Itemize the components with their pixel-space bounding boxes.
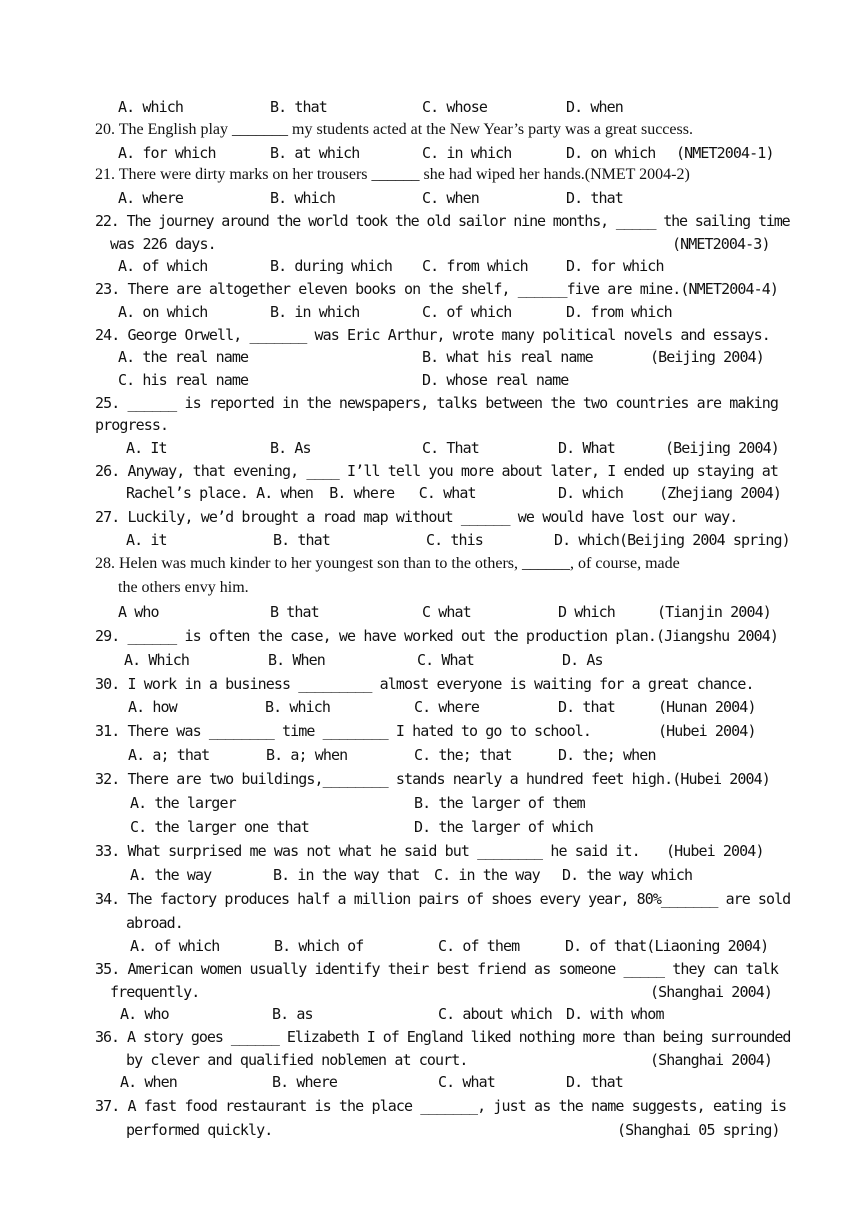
q30-option-c: C. where bbox=[414, 698, 480, 716]
q35-option-a: A. who bbox=[120, 1005, 169, 1023]
q22-option-b: B. during which bbox=[270, 257, 392, 275]
q22-option-a: A. of which bbox=[118, 257, 208, 275]
q35-stem-line bbox=[0, 958, 860, 980]
q28-stem-line-2 bbox=[0, 577, 860, 599]
q33-option-d: D. the way which bbox=[562, 866, 693, 884]
q37-source: (Shanghai 05 spring) bbox=[617, 1121, 780, 1139]
q21-options bbox=[0, 187, 860, 209]
q34-option-d: D. of that(Liaoning 2004) bbox=[565, 937, 769, 955]
q26-stem-line-2 bbox=[0, 482, 860, 504]
q21-option-c: C. when bbox=[422, 189, 479, 207]
q23-stem-line bbox=[0, 278, 860, 300]
q28-source: (Tianjin 2004) bbox=[657, 603, 771, 621]
q23-options bbox=[0, 301, 860, 323]
q21-stem: 21. There were dirty marks on her trousers ______ she had wiped her hands.(NMET 2004-2) bbox=[95, 166, 690, 183]
q25-option-a: A. It bbox=[126, 439, 167, 457]
q25-stem-line-2 bbox=[0, 414, 860, 436]
q36-option-c: C. what bbox=[438, 1073, 495, 1091]
q28-option-c: C what bbox=[422, 603, 471, 621]
q31-options bbox=[0, 744, 860, 766]
q31-option-d: D. the; when bbox=[558, 746, 656, 764]
q35-option-b: B. as bbox=[272, 1005, 313, 1023]
q24-option-d: D. whose real name bbox=[422, 371, 569, 389]
q31-stem-line bbox=[0, 720, 860, 742]
q36-option-a: A. when bbox=[120, 1073, 177, 1091]
q22-source: (NMET2004-3) bbox=[672, 235, 770, 253]
q24-stem-line bbox=[0, 324, 860, 346]
q36-stem: 36. A story goes ______ Elizabeth I of England liked nothing more than being surrounded bbox=[95, 1028, 791, 1046]
q20-stem: 20. The English play _______ my students acted at the New Year’s party was a great success. bbox=[95, 121, 693, 138]
q31-stem: 31. There was ________ time ________ I hated to go to school. bbox=[95, 722, 591, 740]
q22-stem-continued: was 226 days. bbox=[110, 235, 216, 253]
q19-option-b: B. that bbox=[270, 98, 327, 116]
q32-option-d: D. the larger of which bbox=[414, 818, 593, 836]
q22-stem: 22. The journey around the world took the old sailor nine months, _____ the sailing time bbox=[95, 212, 790, 230]
q34-option-c: C. of them bbox=[438, 937, 520, 955]
q36-option-b: B. where bbox=[272, 1073, 338, 1091]
q30-option-d: D. that bbox=[558, 698, 615, 716]
q24-option-a: A. the real name bbox=[118, 348, 249, 366]
q25-stem-line bbox=[0, 392, 860, 414]
q24-options-row-1 bbox=[0, 346, 860, 368]
q35-stem-line-2 bbox=[0, 981, 860, 1003]
q33-option-c: C. in the way bbox=[434, 866, 540, 884]
q24-option-c: C. his real name bbox=[118, 371, 249, 389]
q19-option-a: A. which bbox=[118, 98, 184, 116]
q20-source: (NMET2004-1) bbox=[676, 144, 774, 162]
q21-option-a: A. where bbox=[118, 189, 184, 207]
q23-option-b: B. in which bbox=[270, 303, 360, 321]
q22-option-c: C. from which bbox=[422, 257, 528, 275]
q23-option-a: A. on which bbox=[118, 303, 208, 321]
q26-option-d: D. which bbox=[558, 484, 624, 502]
q33-option-b: B. in the way that bbox=[273, 866, 420, 884]
q22-option-d: D. for which bbox=[566, 257, 664, 275]
q36-options bbox=[0, 1071, 860, 1093]
q27-stem: 27. Luckily, we’d brought a road map without ______ we would have lost our way. bbox=[95, 508, 738, 526]
q34-option-a: A. of which bbox=[130, 937, 220, 955]
q25-option-b: B. As bbox=[270, 439, 311, 457]
q21-stem-line bbox=[0, 164, 860, 186]
q25-stem-continued: progress. bbox=[95, 416, 169, 434]
q24-option-b: B. what his real name bbox=[422, 348, 593, 366]
q33-source: (Hubei 2004) bbox=[666, 842, 764, 860]
q34-options bbox=[0, 935, 860, 957]
q35-option-d: D. with whom bbox=[566, 1005, 664, 1023]
q31-option-b: B. a; when bbox=[266, 746, 348, 764]
q37-stem: 37. A fast food restaurant is the place _______, just as the name suggests, eating is bbox=[95, 1097, 787, 1115]
q28-stem-line bbox=[0, 553, 860, 575]
q25-option-c: C. That bbox=[422, 439, 479, 457]
q31-option-c: C. the; that bbox=[414, 746, 512, 764]
q26-stem: 26. Anyway, that evening, ____ I’ll tell you more about later, I ended up staying at bbox=[95, 462, 778, 480]
q28-option-b: B that bbox=[270, 603, 319, 621]
q24-stem: 24. George Orwell, _______ was Eric Arthur, wrote many political novels and essays. bbox=[95, 326, 770, 344]
q28-stem: 28. Helen was much kinder to her youngest son than to the others, ______, of course, made bbox=[95, 555, 680, 572]
q20-option-d: D. on which bbox=[566, 144, 656, 162]
q37-stem-line-2 bbox=[0, 1119, 860, 1141]
q27-options bbox=[0, 529, 860, 551]
q20-options bbox=[0, 142, 860, 164]
q30-source: (Hunan 2004) bbox=[658, 698, 756, 716]
q31-option-a: A. a; that bbox=[128, 746, 210, 764]
q24-options-row-2 bbox=[0, 369, 860, 391]
q20-option-a: A. for which bbox=[118, 144, 216, 162]
q20-option-c: C. in which bbox=[422, 144, 512, 162]
q30-option-b: B. which bbox=[265, 698, 331, 716]
q34-stem: 34. The factory produces half a million pairs of shoes every year, 80%_______ are sold bbox=[95, 890, 791, 908]
q31-source: (Hubei 2004) bbox=[658, 722, 756, 740]
q37-stem-line bbox=[0, 1095, 860, 1117]
q36-stem-line-2 bbox=[0, 1049, 860, 1071]
q29-option-c: C. What bbox=[417, 651, 474, 669]
q33-stem: 33. What surprised me was not what he said but ________ he said it. bbox=[95, 842, 640, 860]
q25-stem: 25. ______ is reported in the newspapers, talks between the two countries are making bbox=[95, 394, 778, 412]
q32-option-b: B. the larger of them bbox=[414, 794, 585, 812]
q28-option-a: A who bbox=[118, 603, 159, 621]
q35-source: (Shanghai 2004) bbox=[650, 983, 772, 1001]
q32-option-c: C. the larger one that bbox=[130, 818, 309, 836]
q27-option-d: D. which(Beijing 2004 spring) bbox=[554, 531, 790, 549]
q23-option-c: C. of which bbox=[422, 303, 512, 321]
q29-option-d: D. As bbox=[562, 651, 603, 669]
q30-stem-line bbox=[0, 673, 860, 695]
q35-stem: 35. American women usually identify their best friend as someone _____ they can talk bbox=[95, 960, 778, 978]
q36-stem-continued: by clever and qualified noblemen at court. bbox=[126, 1051, 468, 1069]
q26-stem-line bbox=[0, 460, 860, 482]
q37-stem-continued: performed quickly. bbox=[126, 1121, 273, 1139]
q36-stem-line bbox=[0, 1026, 860, 1048]
q32-stem: 32. There are two buildings,________ stands nearly a hundred feet high.(Hubei 2004) bbox=[95, 770, 770, 788]
q34-stem-line bbox=[0, 888, 860, 910]
q28-stem-continued: the others envy him. bbox=[118, 579, 249, 596]
q21-option-b: B. which bbox=[270, 189, 336, 207]
q32-options-row-1 bbox=[0, 792, 860, 814]
q36-source: (Shanghai 2004) bbox=[650, 1051, 772, 1069]
q24-source: (Beijing 2004) bbox=[650, 348, 764, 366]
q30-options bbox=[0, 696, 860, 718]
q35-stem-continued: frequently. bbox=[110, 983, 200, 1001]
q19-option-d: D. when bbox=[566, 98, 623, 116]
q19-options bbox=[0, 96, 860, 118]
q32-options-row-2 bbox=[0, 816, 860, 838]
q22-stem-line-2 bbox=[0, 233, 860, 255]
q25-option-d: D. What bbox=[558, 439, 615, 457]
q22-stem-line bbox=[0, 210, 860, 232]
q27-option-a: A. it bbox=[126, 531, 167, 549]
q25-source: (Beijing 2004) bbox=[665, 439, 779, 457]
q21-option-d: D. that bbox=[566, 189, 623, 207]
q30-stem: 30. I work in a business _________ almost everyone is waiting for a great chance. bbox=[95, 675, 754, 693]
q23-option-d: D. from which bbox=[566, 303, 672, 321]
q29-stem-line bbox=[0, 625, 860, 647]
q34-stem-line-2 bbox=[0, 912, 860, 934]
q23-stem: 23. There are altogether eleven books on the shelf, ______five are mine.(NMET2004-4) bbox=[95, 280, 778, 298]
q28-option-d: D which bbox=[558, 603, 615, 621]
q27-stem-line bbox=[0, 506, 860, 528]
q35-options bbox=[0, 1003, 860, 1025]
q33-stem-line bbox=[0, 840, 860, 862]
q34-stem-continued: abroad. bbox=[126, 914, 183, 932]
q26-source: (Zhejiang 2004) bbox=[659, 484, 781, 502]
q30-option-a: A. how bbox=[128, 698, 177, 716]
q27-option-c: C. this bbox=[426, 531, 483, 549]
q20-stem-line bbox=[0, 119, 860, 141]
q36-option-d: D. that bbox=[566, 1073, 623, 1091]
q33-option-a: A. the way bbox=[130, 866, 212, 884]
q29-options bbox=[0, 649, 860, 671]
q32-stem-line bbox=[0, 768, 860, 790]
q29-option-b: B. When bbox=[268, 651, 325, 669]
q34-option-b: B. which of bbox=[274, 937, 364, 955]
q35-option-c: C. about which bbox=[438, 1005, 552, 1023]
q29-option-a: A. Which bbox=[124, 651, 190, 669]
q27-option-b: B. that bbox=[273, 531, 330, 549]
q20-option-b: B. at which bbox=[270, 144, 360, 162]
q29-stem: 29. ______ is often the case, we have worked out the production plan.(Jiangshu 2004) bbox=[95, 627, 778, 645]
q25-options bbox=[0, 437, 860, 459]
q28-options bbox=[0, 601, 860, 623]
q22-options bbox=[0, 255, 860, 277]
q19-option-c: C. whose bbox=[422, 98, 488, 116]
q32-option-a: A. the larger bbox=[130, 794, 236, 812]
q26-stem-continued: Rachel’s place. A. when B. where C. what bbox=[126, 484, 476, 502]
q33-options bbox=[0, 864, 860, 886]
